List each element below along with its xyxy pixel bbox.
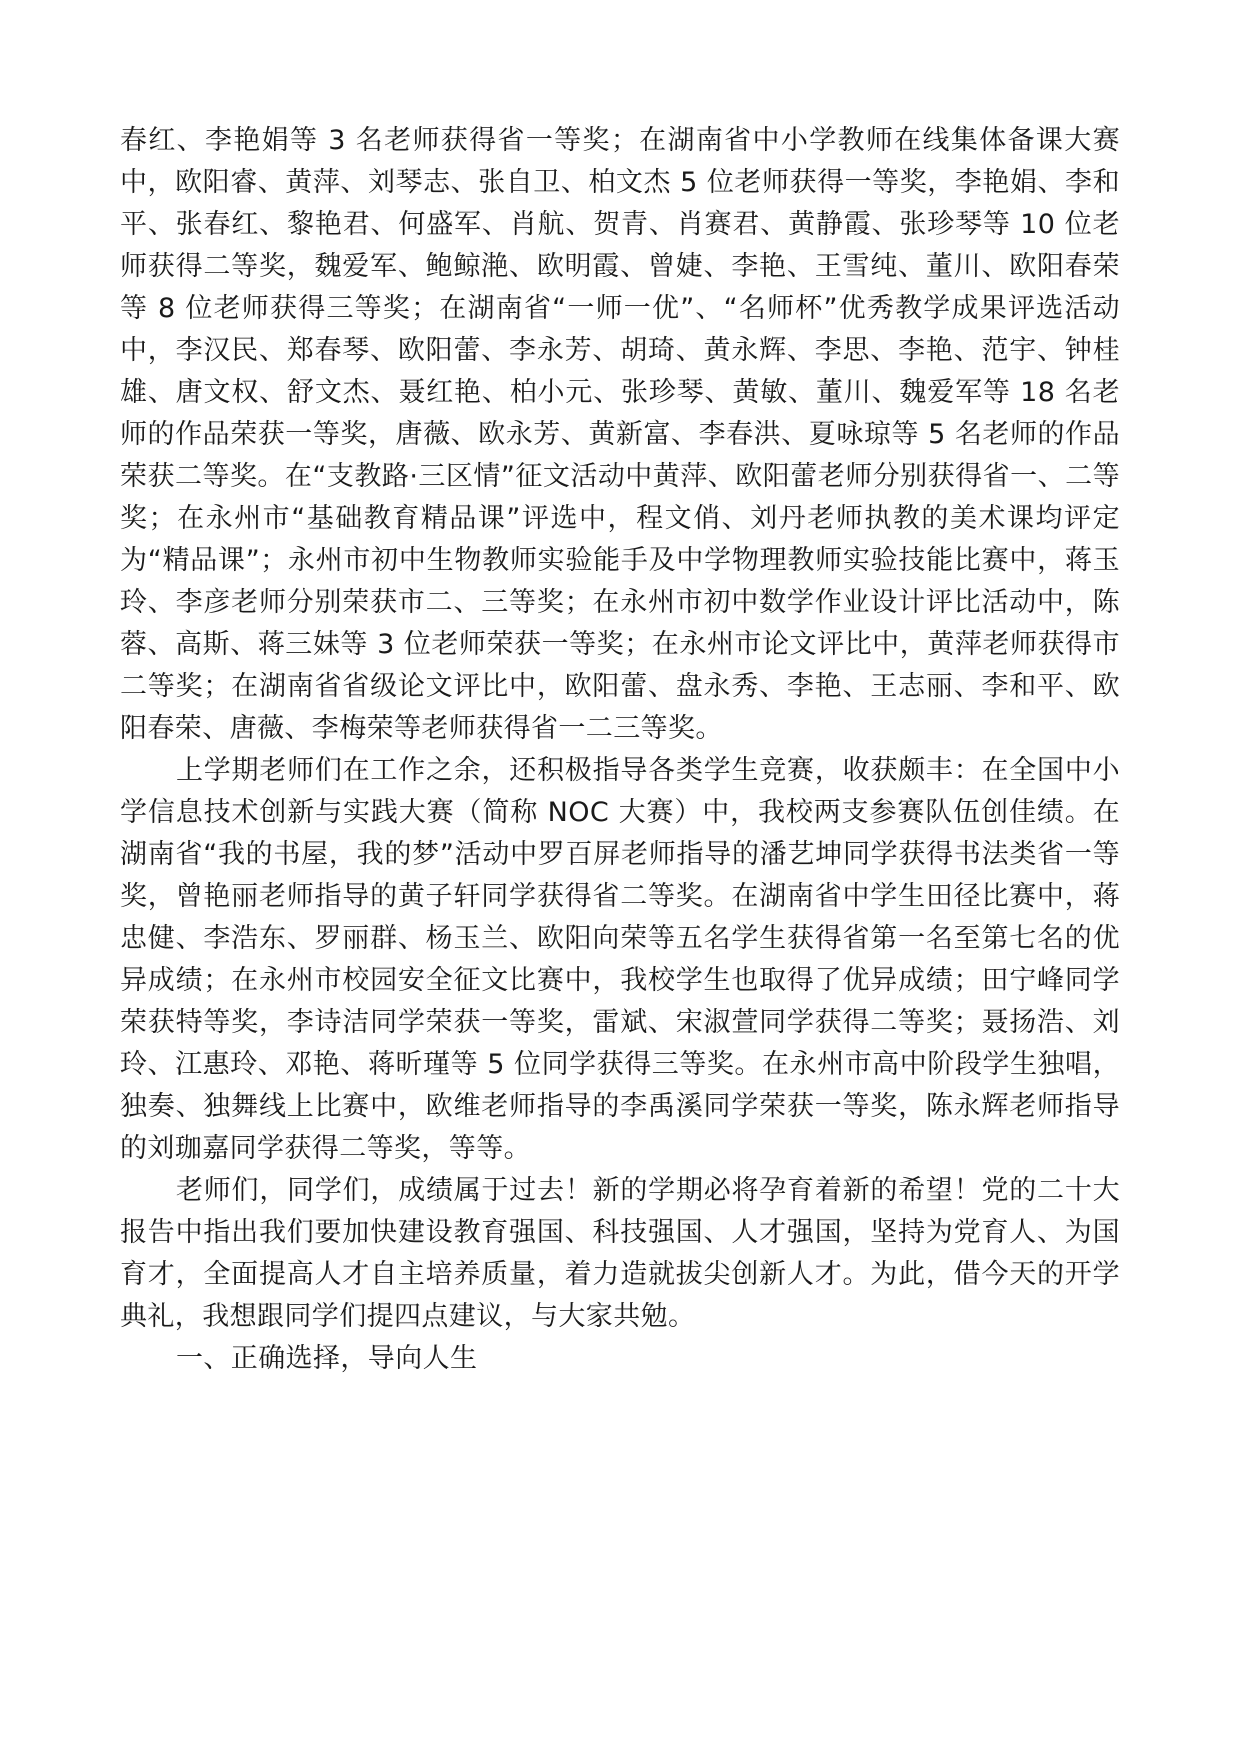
paragraph-teacher-awards: 春红、李艳娟等 3 名老师获得省一等奖；在湖南省中小学教师在线集体备课大赛中，欧阳睿、黄萍、刘琴志、张自卫、柏文杰 5 位老师获得一等奖，李艳娟、李和平、张春红、黎艳君、何盛军、肖航、贺青、肖赛君、黄静霞、张珍琴等 10 位老师获得二等奖，魏爱军、鲍鲸滟、欧明霞、曾婕、李艳、王雪纯、董川、欧阳春荣等 8 位老师获得三等奖；在湖南省“一师一优”、“名师杯”优秀教学成果评选活动中，李汉民、郑春琴、欧阳蕾、李永芳、胡琦、黄永辉、李思、李艳、范宇、钟桂雄、唐文权、舒文杰、聂红艳、柏小元、张珍琴、黄敏、董川、魏爱军等 18 名老师的作品荣获一等奖，唐薇、欧永芳、黄新富、李春洪、夏咏琼等 5 名老师的作品荣获二等奖。在“支教路·三区情”征文活动中黄萍、欧阳蕾老师分别获得省一、二等奖；在永州市“基础教育精品课”评选中，程文俏、刘丹老师执教的美术课均评定为“精品课”；永州市初中生物教师实验能手及中学物理教师实验技能比赛中，蒋玉玲、李彦老师分别荣获市二、三等奖；在永州市初中数学作业设计评比活动中，陈蓉、高斯、蒋三妹等 3 位老师荣获一等奖；在永州市论文评比中，黄萍老师获得市二等奖；在湖南省省级论文评比中，欧阳蕾、盘永秀、李艳、王志丽、李和平、欧阳春荣、唐薇、李梅荣等老师获得省一二三等奖。 (120, 125, 1120, 744)
paragraph-new-semester: 老师们，同学们，成绩属于过去！新的学期必将孕育着新的希望！党的二十大报告中指出我们要加快建设教育强国、科技强国、人才强国，坚持为党育人、为国育才，全面提高人才自主培养质量，着力造就拔尖创新人才。为此，借今天的开学典礼，我想跟同学们提四点建议，与大家共勉。 (120, 1175, 1120, 1332)
paragraph-student-competitions: 上学期老师们在工作之余，还积极指导各类学生竞赛，收获颇丰：在全国中小学信息技术创新与实践大赛（简称 NOC 大赛）中，我校两支参赛队伍创佳绩。在湖南省“我的书屋，我的梦”活动中罗百屏老师指导的潘艺坤同学获得书法类省一等奖，曾艳丽老师指导的黄子轩同学获得省二等奖。在湖南省中学生田径比赛中，蒋忠健、李浩东、罗丽群、杨玉兰、欧阳向荣等五名学生获得省第一名至第七名的优异成绩；在永州市校园安全征文比赛中，我校学生也取得了优异成绩；田宁峰同学荣获特等奖，李诗洁同学荣获一等奖，雷斌、宋淑萱同学获得二等奖；聂扬浩、刘玲、江惠玲、邓艳、蒋昕瑾等 5 位同学获得三等奖。在永州市高中阶段学生独唱，独奏、独舞线上比赛中，欧维老师指导的李禹溪同学荣获一等奖，陈永辉老师指导的刘珈嘉同学获得二等奖，等等。 (120, 755, 1120, 1164)
document-body (120, 120, 1120, 1380)
section-heading: 一、正确选择，导向人生 (176, 1343, 478, 1374)
